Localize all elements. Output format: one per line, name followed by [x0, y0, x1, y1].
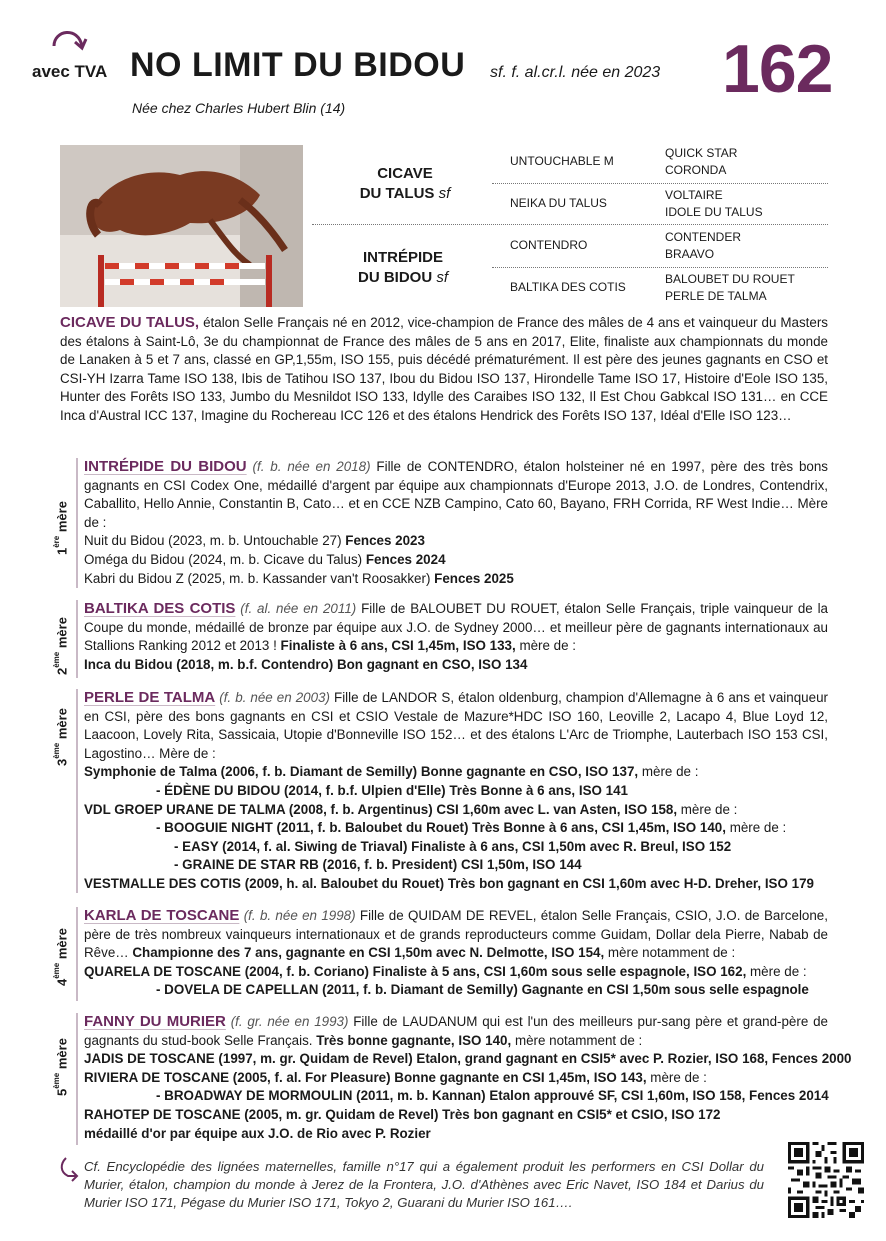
sire-description: CICAVE DU TALUS, étalon Selle Français né en 2012, vice-champion de France des mâles de 4 ans et vainqueur du Masters des étalons à Saint-Lô, 3e du championnat de France des mâles de 5 ans en 2017, Elite, finaliste aux championnats du monde de Lanaken à 5 et 7 ans, classé en GP,1,55m, ISO 155, puis décédé prématurément. Il est père des jeunes gagnants en CSO et CSI-YH Izarra Tame ISO 138, Ibis de Tatihou ISO 137, Ibou du Bidou ISO 137, Hirondelle Tame ISO 17, Histoire d'Eole ISO 135, Hunter des Forêts ISO 133, Jumbo du Mesnildot ISO 133, Idylle des Caraibes ISO 132, Il Est Chou Gabkcal ISO 131… en CCE Inca d'Austral ICC 137, Imagine du Rochereau ICC 126 et des étalons Hendrick des Forêts ISO 137, Idéal d'Elle ISO 123… [60, 314, 828, 423]
section-5th-dam: 5ème mère FANNY DU MURIER (f. gr. née en 1993) Fille de LAUDANUM qui est l'un des meilleurs pur-sang père et grand-père de gagnants du stud-book Selle Français. Très bonne gagnante, ISO 140, mère notamment de : JADIS DE TOSCANE (1997, m. gr. Quidam de Revel) Etalon, grand gagnant en CSI5* avec P. Rozier, ISO 168, Fences 2000 RIVIERA DE TOSCANE (2005, f. al. For Pleasure) Bonne gagnante en CSI 1,45m, ISO 143, mère de : - BROADWAY DE MORMOULIN (2011, m. b. Kannan) Etalon approuvé SF, CSI 1,60m, ISO 158, Fences 2014 RAHOTEP DE TOSCANE (2005, m. gr. Quidam de Revel) Très bon gagnant en CSI5* et CSIO, ISO 172 médaillé d'or par équipe aux J.O. de Rio avec P. Rozier [60, 1013, 830, 1147]
dam-title: KARLA DE TOSCANE [84, 907, 240, 924]
section-2nd-dam: 2ème mère BALTIKA DES COTIS (f. al. née en 2011) Fille de BALOUBET DU ROUET, étalon Selle Français, triple vainqueur de la Coupe du monde, médaillé de bronze par équipe aux J.O. de Sydney 2000… et meilleur père de gagnants internationaux au Stallions Ranking 2012 et 2013 ! Finaliste à 6 ans, CSI 1,45m, ISO 133, mère de : Inca du Bidou (2018, m. b.f. Contendro) Bon gagnant en CSO, ISO 134 [60, 600, 830, 680]
offspring-line: VDL GROEP URANE DE TALMA (2008, f. b. Argentinus) CSI 1,60m avec L. van Asten, ISO 158, mère de : [84, 801, 738, 817]
section-label: 5ème mère [52, 1038, 70, 1096]
offspring-line: - BROADWAY DE MORMOULIN (2011, m. b. Kannan) Etalon approuvé SF, CSI 1,60m, ISO 158, Fences 2014 [156, 1088, 829, 1104]
pedigree-divider [492, 183, 828, 184]
lot-number: 162 [722, 31, 833, 107]
tva-label: avec TVA [32, 62, 108, 81]
pedigree-sire: CICAVE DU TALUS sf [359, 165, 451, 202]
pedigree-dam: INTRÉPIDE DU BIDOU sf [357, 249, 448, 286]
pedigree-sire-dam: NEIKA DU TALUS [510, 196, 607, 210]
section-label: 4ème mère [52, 928, 70, 986]
pedigree-divider [312, 224, 828, 225]
offspring-line: médaillé d'or par équipe aux J.O. de Rio avec P. Rozier [84, 1125, 431, 1141]
offspring-line: JADIS DE TOSCANE (1997, m. gr. Quidam de Revel) Etalon, grand gagnant en CSI5* avec P. Rozier, ISO 168, Fences 2000 [84, 1051, 852, 1067]
dam-title: FANNY DU MURIER [84, 1013, 226, 1030]
pedigree-sire-sire: UNTOUCHABLE M [510, 154, 614, 168]
pedigree-ggp: IDOLE DU TALUS [665, 205, 763, 219]
offspring-line: - BOOGUIE NIGHT (2011, f. b. Baloubet du Rouet) Très Bonne à 6 ans, CSI 1,45m, ISO 140, mère de : [156, 820, 787, 836]
horse-title: NO LIMIT DU BIDOU [130, 46, 466, 84]
pedigree-ggp: PERLE DE TALMA [665, 289, 767, 303]
dam-title: PERLE DE TALMA [84, 689, 216, 706]
section-label: 1ère mère [52, 501, 70, 555]
section-label: 2ème mère [52, 617, 70, 675]
section-label: 3ème mère [52, 708, 70, 766]
pedigree-dam-dam: BALTIKA DES COTIS [510, 280, 626, 294]
qr-code-icon[interactable] [788, 1142, 864, 1218]
offspring-line: RIVIERA DE TOSCANE (2005, f. al. For Pleasure) Bonne gagnante en CSI 1,45m, ISO 143, mère de : [84, 1069, 707, 1085]
breeder-line: Née chez Charles Hubert Blin (14) [132, 100, 346, 116]
offspring-line: RAHOTEP DE TOSCANE (2005, m. gr. Quidam de Revel) Très bon gagnant en CSI5* et CSIO, ISO 172 [84, 1106, 721, 1122]
offspring-line: - ÉDÈNE DU BIDOU (2014, f. b.f. Ulpien d'Elle) Très Bonne à 6 ans, ISO 141 [156, 782, 628, 798]
offspring-line: Nuit du Bidou (2023, m. b. Untouchable 27) Fences 2023 [84, 533, 425, 549]
offspring-line: Symphonie de Talma (2006, f. b. Diamant de Semilly) Bonne gagnante en CSO, ISO 137, mère de : [84, 764, 699, 780]
offspring-line: - GRAINE DE STAR RB (2016, f. b. President) CSI 1,50m, ISO 144 [174, 857, 582, 873]
horse-subtitle: sf. f. al.cr.l. née en 2023 [490, 64, 661, 81]
pedigree-ggp: CONTENDER [665, 230, 742, 244]
pedigree-ggp: BRAAVO [665, 247, 715, 261]
pedigree-ggp: QUICK STAR [665, 146, 738, 160]
offspring-line: Inca du Bidou (2018, m. b.f. Contendro) Bon gagnant en CSO, ISO 134 [84, 656, 528, 672]
pedigree-dam-sire: CONTENDRO [510, 238, 588, 252]
offspring-line: Kabri du Bidou Z (2025, m. b. Kassander van't Roosakker) Fences 2025 [84, 570, 514, 586]
offspring-line: - DOVELA DE CAPELLAN (2011, f. b. Diamant de Semilly) Gagnante en CSI 1,50m sous selle espagnole [156, 982, 809, 998]
dam-title: BALTIKA DES COTIS [84, 600, 236, 617]
pedigree-ggp: CORONDA [665, 163, 727, 177]
offspring-line: VESTMALLE DES COTIS (2009, h. al. Baloubet du Rouet) Très bon gagnant en CSI 1,60m avec H-D. Dreher, ISO 179 [84, 875, 814, 891]
pedigree-ggp: BALOUBET DU ROUET [665, 272, 795, 286]
dam-title: INTRÉPIDE DU BIDOU [84, 458, 247, 475]
section-3rd-dam: 3ème mère PERLE DE TALMA (f. b. née en 2003) Fille de LANDOR S, étalon oldenburg, champion d'Allemagne à 6 ans et vainqueur en CSI, père des bons gagnants en CSI et CSIO Vestale de Mazure*HDC ISO 160, Leoville 2, Lacapo 4, Blue Loyd 12, Laacoon, Lovely Rita, Sassicaia, Utopie d'Bonneville ISO 152… et des étalons L'Arc de Triomphe, Lauterbach ISO 153 CSI, Lagostino… Mère de : Symphonie de Talma (2006, f. b. Diamant de Semilly) Bonne gagnante en CSO, ISO 137, mère de : - ÉDÈNE DU BIDOU (2014, f. b.f. Ulpien d'Elle) Très Bonne à 6 ans, ISO 141 VDL GROEP URANE DE TALMA (2008, f. b. Argentinus) CSI 1,60m avec L. van Asten, ISO 158, mère de : - BOOGUIE NIGHT (2011, f. b. Baloubet du Rouet) Très Bonne à 6 ans, CSI 1,45m, ISO 140, mère de : - EASY (2014, f. al. Siwing de Triaval) Finaliste à 6 ans, CSI 1,50m avec R. Breul, ISO 152 - GRAINE DE STAR RB (2016, f. b. President) CSI 1,50m, ISO 144 VESTMALLE DES COTIS (2009, h. al. Baloubet du Rouet) Très bon gagnant en CSI 1,60m avec H-D. Dreher, ISO 179 [60, 689, 830, 895]
section-4th-dam: 4ème mère KARLA DE TOSCANE (f. b. née en 1998) Fille de QUIDAM DE REVEL, étalon Selle Français, CSIO, J.O. de Barcelone, père de très nombreux vainqueurs internationaux et de grands reproducteurs comme Guidam, Dollar dela Pierre, Nabab de Rêve… Championne des 7 ans, gagnante en CSI 1,50m avec N. Delmotte, ISO 154, mère notamment de : QUARELA DE TOSCANE (2004, f. b. Coriano) Finaliste à 5 ans, CSI 1,60m sous selle espagnole, ISO 162, mère de : - DOVELA DE CAPELLAN (2011, f. b. Diamant de Semilly) Gagnante en CSI 1,50m sous selle espagnole [60, 907, 830, 1003]
curved-arrow-icon [58, 1156, 80, 1182]
pedigree-ggp: VOLTAIRE [665, 188, 723, 202]
section-1st-dam: 1ère mère INTRÉPIDE DU BIDOU (f. b. née en 2018) Fille de CONTENDRO, étalon holsteiner né en 1997, père des très bons gagnants en CSI Codex One, médaillé d'argent par équipe aux championnats d'Europe 2013, J.O. de Londres, Contendrix, Caballito, Hello Annie, Constantin B, Cato… et en CCE NZB Campino, Cato 60, Bayano, FRH Corrida, RF West Indie… Mère de : Nuit du Bidou (2023, m. b. Untouchable 27) Fences 2023 Oméga du Bidou (2024, m. b. Cicave du Talus) Fences 2024 Kabri du Bidou Z (2025, m. b. Kassander van't Roosakker) Fences 2025 [60, 458, 830, 590]
pedigree-divider [492, 267, 828, 268]
curved-arrow-icon [48, 24, 88, 64]
offspring-line: - EASY (2014, f. al. Siwing de Triaval) Finaliste à 6 ans, CSI 1,50m avec R. Breul, ISO 152 [174, 838, 732, 854]
offspring-line: QUARELA DE TOSCANE (2004, f. b. Coriano) Finaliste à 5 ans, CSI 1,60m sous selle espagnole, ISO 162, mère de : [84, 963, 807, 979]
footer-note: Cf. Encyclopédie des lignées maternelles, famille n°17 qui a également produit les performers en CSI Dollar du Murier, étalon, champion du monde à Jerez de la Frontera, J.O. d'Athènes avec Eric Navet, ISO 184 et Darius du Murier ISO 171, Pégase du Murier ISO 171, Tokyo 2, Guarani du Murier ISO 161…. [84, 1159, 764, 1210]
horse-photo [60, 145, 303, 307]
offspring-line: Oméga du Bidou (2024, m. b. Cicave du Talus) Fences 2024 [84, 551, 446, 567]
